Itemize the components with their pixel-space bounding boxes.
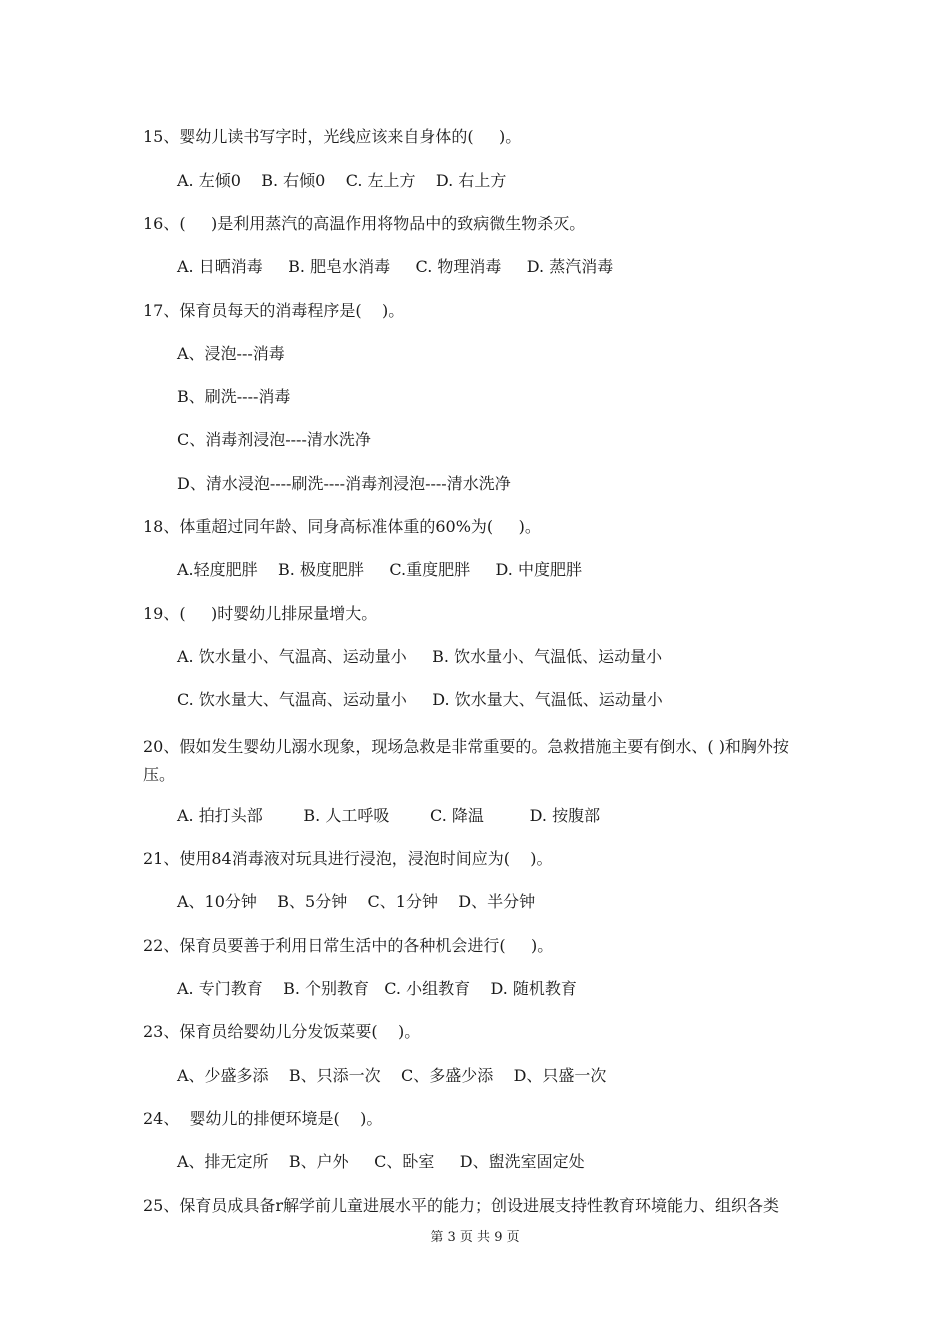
options-20: A. 拍打头部 B. 人工呼吸 C. 降温 D. 按腹部 — [177, 806, 601, 825]
question-25: 25、保育员成具备r解学前儿童进展水平的能力；创设进展支持性教育环境能力、组织各类 — [143, 1196, 780, 1215]
page-footer: 第 3 页 共 9 页 — [430, 1230, 520, 1245]
question-18: 18、体重超过同年龄、同身高标准体重的60%为( )。 — [143, 517, 541, 536]
options-24: A、排无定所 B、户外 C、卧室 D、盥洗室固定处 — [177, 1152, 585, 1171]
question-19: 19、( )时婴幼儿排尿量增大。 — [143, 604, 378, 623]
option-17d: D、清水浸泡----刷洗----消毒剂浸泡----清水洗净 — [177, 474, 511, 493]
option-17a: A、浸泡---消毒 — [177, 344, 285, 363]
option-17b: B、刷洗----消毒 — [177, 387, 291, 406]
options-16: A. 日晒消毒 B. 肥皂水消毒 C. 物理消毒 D. 蒸汽消毒 — [177, 257, 614, 276]
question-21: 21、使用84消毒液对玩具进行浸泡，浸泡时间应为( )。 — [143, 849, 553, 868]
option-17c: C、消毒剂浸泡----清水洗净 — [177, 430, 371, 449]
options-23: A、少盛多添 B、只添一次 C、多盛少添 D、只盛一次 — [177, 1066, 607, 1085]
question-23: 23、保育员给婴幼儿分发饭菜要( )。 — [143, 1022, 421, 1041]
options-19-row2: C. 饮水量大、气温高、运动量小 D. 饮水量大、气温低、运动量小 — [177, 690, 663, 709]
options-19-row1: A. 饮水量小、气温高、运动量小 B. 饮水量小、气温低、运动量小 — [177, 647, 663, 666]
options-18: A.轻度肥胖 B. 极度肥胖 C.重度肥胖 D. 中度肥胖 — [177, 560, 582, 579]
options-21: A、10分钟 B、5分钟 C、1分钟 D、半分钟 — [177, 892, 536, 911]
question-16: 16、( )是利用蒸汽的高温作用将物品中的致病微生物杀灭。 — [143, 214, 586, 233]
question-20: 20、假如发生婴幼儿溺水现象，现场急救是非常重要的。急救措施主要有倒水、( )和胸外按压。 — [143, 737, 789, 784]
question-15: 15、婴幼儿读书写字时，光线应该来自身体的( )。 — [143, 127, 522, 146]
options-15: A. 左倾0 B. 右倾0 C. 左上方 D. 右上方 — [177, 171, 507, 190]
options-22: A. 专门教育 B. 个别教育 C. 小组教育 D. 随机教育 — [177, 979, 577, 998]
question-24: 24、 婴幼儿的排便环境是( )。 — [143, 1109, 383, 1128]
question-22: 22、保育员要善于利用日常生活中的各种机会进行( )。 — [143, 936, 554, 955]
question-17: 17、保育员每天的消毒程序是( )。 — [143, 301, 405, 320]
